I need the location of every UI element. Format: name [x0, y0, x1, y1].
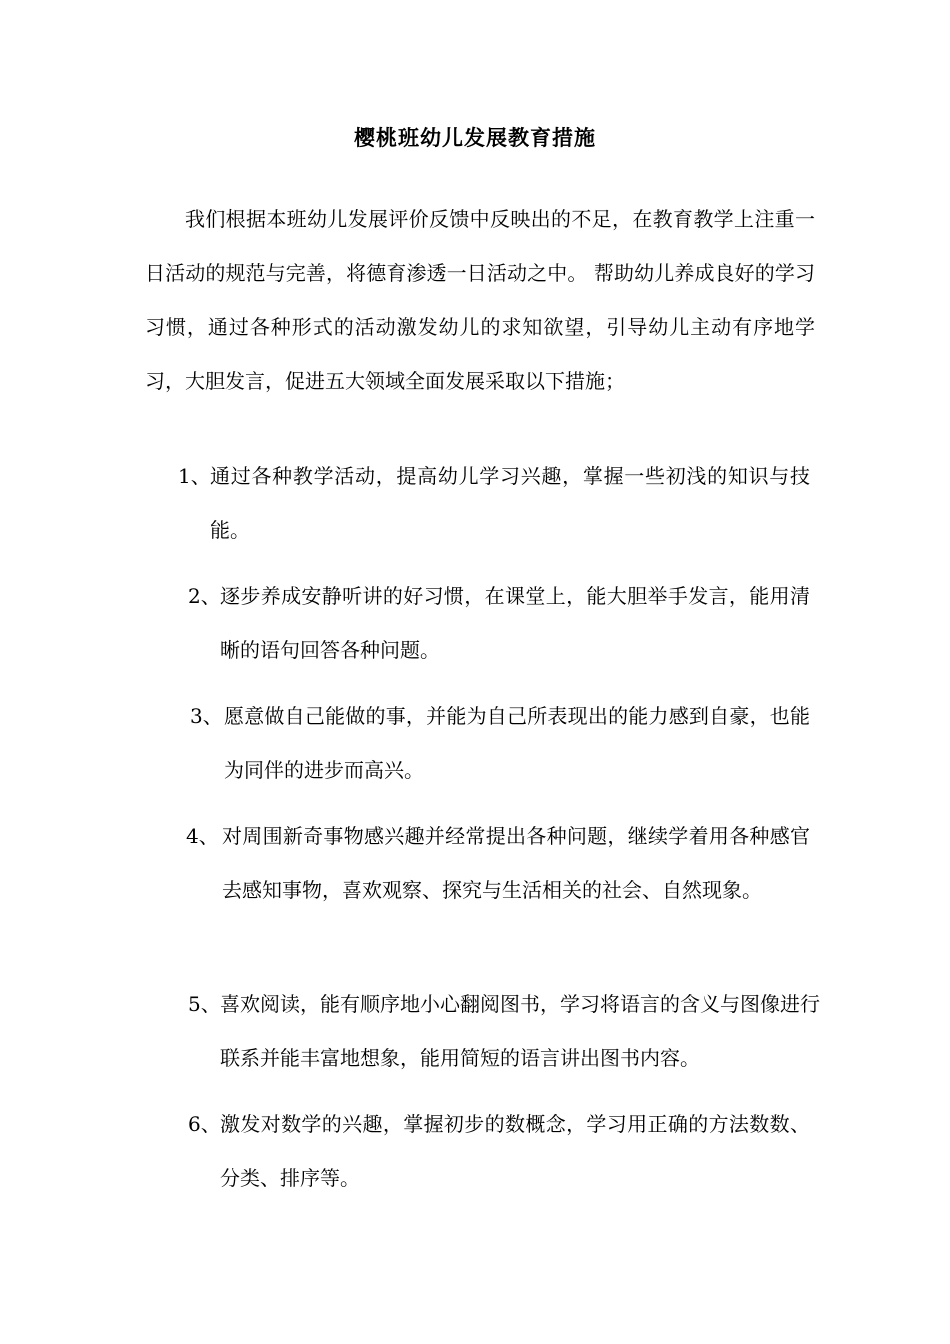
list-item-text: 对周围新奇事物感兴趣并经常提出各种问题，继续学着用各种感官去感知事物，喜欢观察、探究与生活相关的社会、自然现象。: [222, 824, 810, 902]
list-item-text: 激发对数学的兴趣，掌握初步的数概念，学习用正确的方法数数、分类、排序等。: [220, 1112, 810, 1190]
list-item-text: 喜欢阅读，能有顺序地小心翻阅图书，学习将语言的含义与图像进行联系并能丰富地想象，能用简短的语言讲出图书内容。: [220, 992, 820, 1070]
list-item: [188, 977, 820, 1085]
list-item-text: 通过各种教学活动，提高幼儿学习兴趣，掌握一些初浅的知识与技能。: [210, 464, 810, 542]
list-item: [190, 689, 810, 797]
list-item: [188, 569, 810, 677]
list-item: [186, 809, 810, 917]
list-item-number: 2、: [188, 584, 221, 608]
intro-paragraph: 我们根据本班幼儿发展评价反馈中反映出的不足，在教育教学上注重一日活动的规范与完善，将德育渗透一日活动之中。 帮助幼儿养成良好的学习习惯，通过各种形式的活动激发幼儿的求知欲望，引导幼儿主动有序地学习，大胆发言，促进五大领域全面发展采取以下措施；: [145, 207, 815, 393]
list-item-number: 4、: [186, 824, 219, 848]
list-item-number: 5、: [188, 992, 221, 1016]
list-item-number: 3、: [190, 704, 223, 728]
list-item-text: 逐步养成安静听讲的好习惯，在课堂上，能大胆举手发言，能用清晰的语句回答各种问题。: [220, 584, 810, 662]
list-item: [178, 449, 810, 557]
list-item: [188, 1097, 810, 1205]
list-item-number: 6、: [188, 1112, 221, 1136]
list-item-number: 1、: [178, 464, 211, 488]
list-item-text: 愿意做自己能做的事，并能为自己所表现出的能力感到自豪，也能为同伴的进步而高兴。: [224, 704, 810, 782]
document-title: 樱桃班幼儿发展教育措施: [354, 125, 596, 150]
